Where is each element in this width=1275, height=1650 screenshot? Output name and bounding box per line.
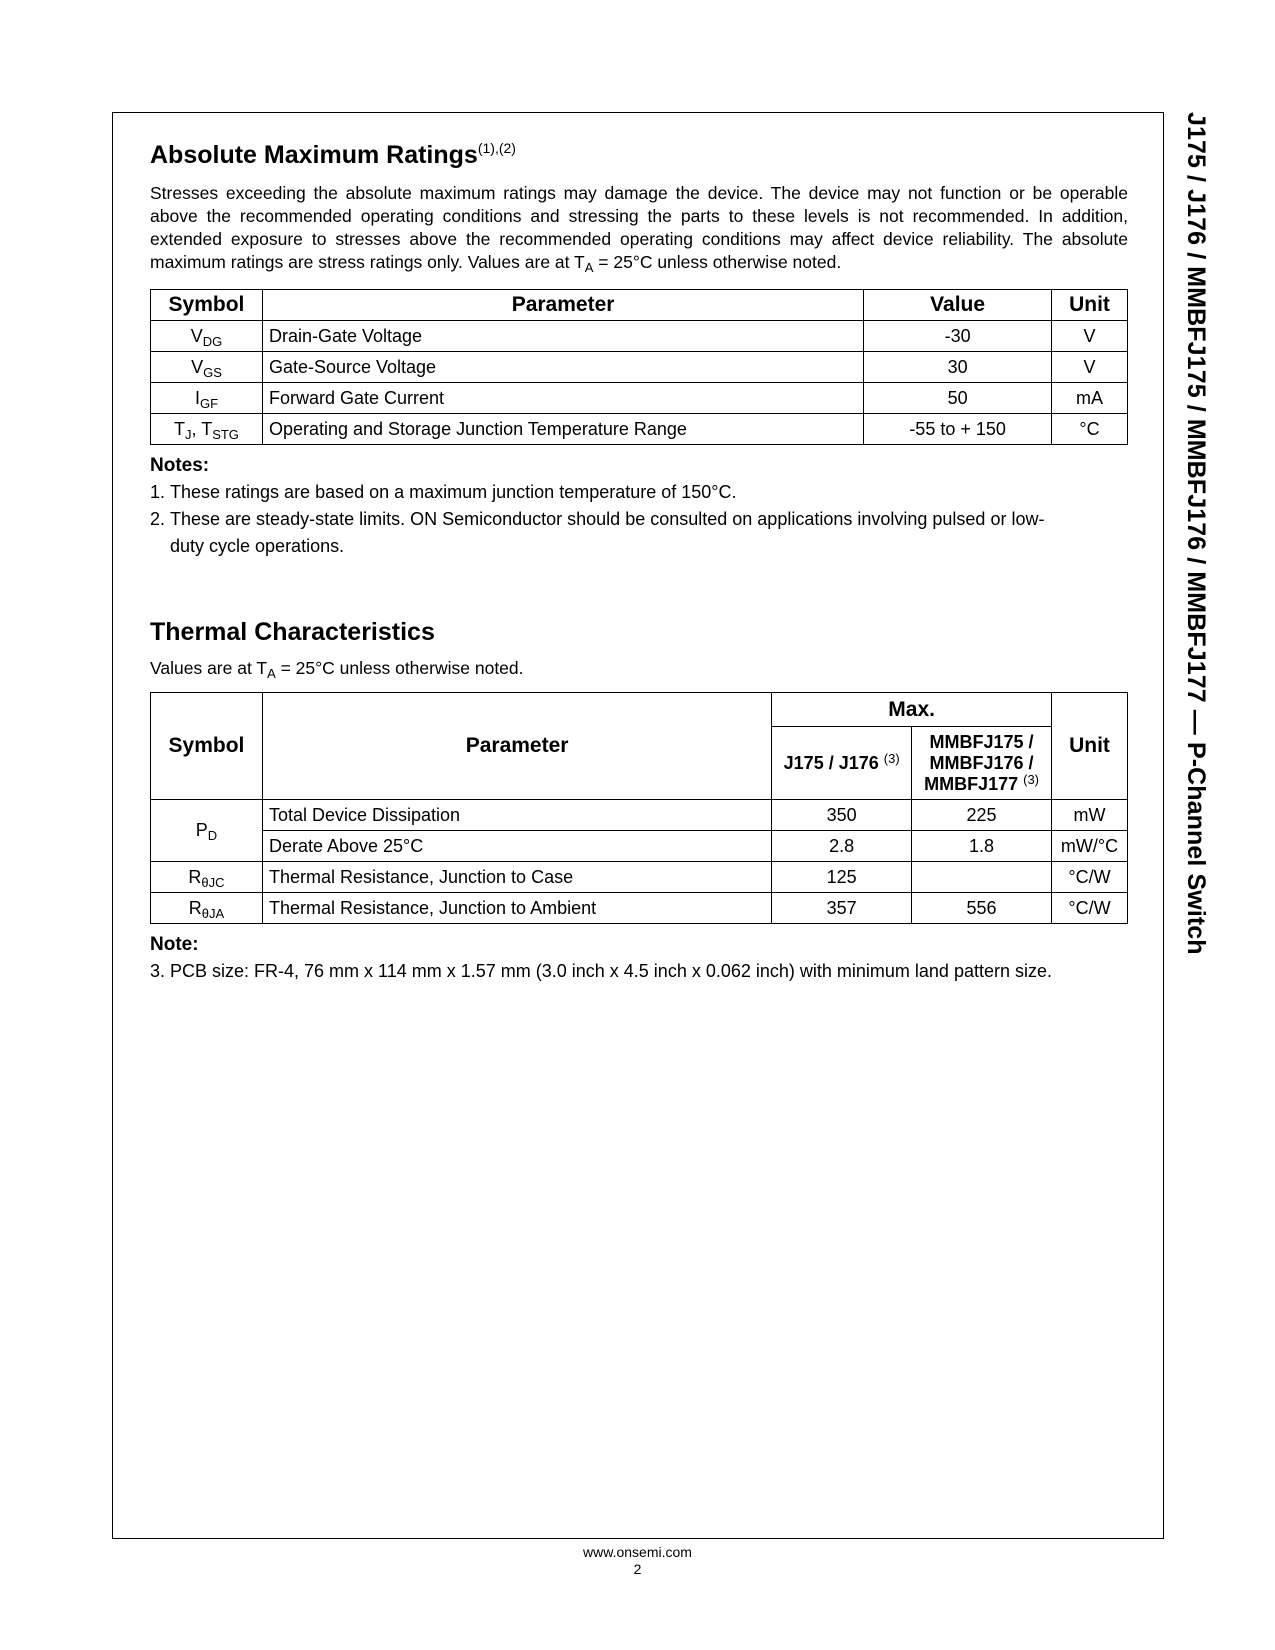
thermal-intro: Values are at $T_A = 25^\circ C$ unless otherwise noted.	[150, 658, 524, 681]
abs-table	[150, 289, 1128, 445]
table-row: $V_{GS}$ Gate-Source Voltage 30 V	[151, 352, 1128, 383]
thermal-note-heading: Note:	[150, 934, 199, 955]
table-row: $V_{DG}$ Drain-Gate Voltage -30 V	[151, 321, 1128, 352]
abs-intro: Stresses exceeding the absolute maximum ratings may damage the device. The device may not function or be operable above the recommended operating conditions and stressing the parts to these levels is not recommended. In addition, extended exposure to stresses above the recommended operating conditions may affect device reliability. The absolute maximum ratings are stress ratings only. Values are at $T_A = 25^\circ C$ unless otherwise noted.	[150, 183, 1128, 275]
thermal-section	[150, 618, 1128, 985]
table-row: $T_J$, $T_{STG}$ Operating and Storage Junction Temperature Range -55 to + 150 °C	[151, 414, 1128, 445]
thermal-title: Thermal Characteristics	[150, 618, 435, 646]
abs-title: Absolute Maximum Ratings$^{(1),(2)}$	[150, 140, 516, 169]
note-2: 2. These are steady-state limits. ON Semiconductor should be consulted on applications involving pulsed or low- duty cycle operations.	[150, 509, 1045, 556]
note-1: 1. These ratings are based on a maximum junction temperature of 150°C.	[150, 482, 737, 502]
note-3: 3. PCB size: FR-4, 76 mm x 114 mm x 1.57 mm (3.0 inch x 4.5 inch x 0.062 inch) with minimum land pattern size.	[150, 961, 1052, 981]
table-row: $R_{\theta JA}$ Thermal Resistance, Junction to Ambient 357 556 °C/W	[151, 893, 1128, 924]
abs-notes-heading: Notes:	[150, 455, 210, 476]
table-row: $I_{GF}$ Forward Gate Current 50 mA	[151, 383, 1128, 414]
table-row: $P_D$ Total Device Dissipation 350 225 mW	[151, 800, 1128, 831]
abs-section	[150, 140, 1128, 560]
footer-url: www.onsemi.com	[583, 1544, 692, 1560]
thermal-header-row-1: Symbol Parameter Max. Unit	[151, 693, 1128, 727]
footer-page-number: 2	[633, 1561, 642, 1577]
side-title: J175 / J176 / MMBFJ175 / MMBFJ176 / MMBFJ177 — P-Channel Switch	[1182, 112, 1210, 955]
table-row: Derate Above 25°C 2.8 1.8 mW/°C	[151, 831, 1128, 862]
abs-table-header: Symbol Parameter Value Unit	[151, 290, 1128, 321]
thermal-table	[150, 692, 1128, 924]
thermal-header-row-2: J175 / J176 $^{(3)}$ MMBFJ175 / MMBFJ176 / MMBFJ177 $^{(3)}$	[151, 727, 1128, 800]
table-row: $R_{\theta JC}$ Thermal Resistance, Junction to Case 125 °C/W	[151, 862, 1128, 893]
